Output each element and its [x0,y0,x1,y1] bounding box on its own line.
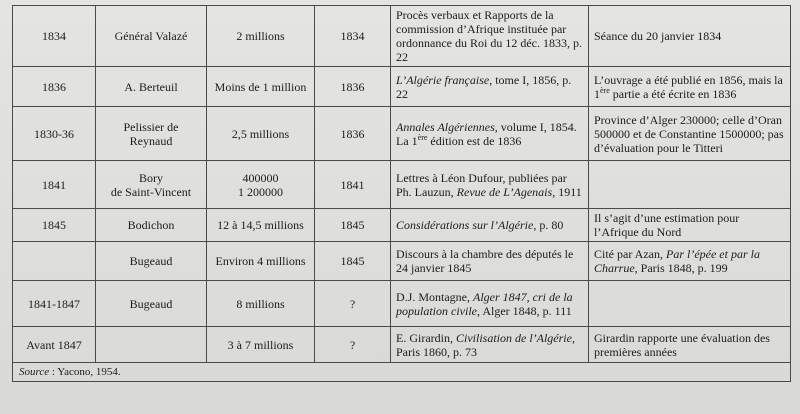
publication-year-cell: 1845 [315,242,391,281]
source-cell: Annales Algériennes, volume I, 1854. La 1ère édition est de 1836 [391,107,589,161]
remark-cell [589,281,791,327]
table-row [13,107,791,161]
estimate-cell: 12 à 14,5 millions [207,209,315,242]
table-row [13,67,791,107]
estimate-cell: Moins de 1 million [207,67,315,107]
table-row [13,6,791,67]
author-cell: Bugeaud [96,242,207,281]
remark-cell: Il s’agit d’une estimation pour l’Afrique du Nord [589,209,791,242]
source-cell: Lettres à Léon Dufour, publiées par Ph. Lauzun, Revue de L’Agenais, 1911 [391,161,589,209]
estimate-cell: 2,5 millions [207,107,315,161]
table-row [13,209,791,242]
source-cell: Procès verbaux et Rapports de la commission d’Afrique instituée par ordonnance du Roi du 12 déc. 1833, p. 22 [391,6,589,67]
author-cell: Général Valazé [96,6,207,67]
remark-cell: Séance du 20 janvier 1834 [589,6,791,67]
year-cell: Avant 1847 [13,327,96,363]
publication-year-cell: ? [315,327,391,363]
remark-cell: Girardin rapporte une évaluation des premières années [589,327,791,363]
year-cell: 1841-1847 [13,281,96,327]
publication-year-cell: ? [315,281,391,327]
publication-year-cell: 1836 [315,67,391,107]
source-note-row [13,363,791,382]
source-cell: E. Girardin, Civilisation de l’Algérie, Paris 1860, p. 73 [391,327,589,363]
author-cell [96,327,207,363]
year-cell: 1830-36 [13,107,96,161]
remark-cell: Province d’Alger 230000; celle d’Oran 500000 et de Constantine 1500000; pas d’évaluation pour le Titteri [589,107,791,161]
publication-year-cell: 1845 [315,209,391,242]
remark-cell: L’ouvrage a été publié en 1856, mais la 1ère partie a été écrite en 1836 [589,67,791,107]
year-cell: 1834 [13,6,96,67]
author-cell: Bugeaud [96,281,207,327]
table-row [13,161,791,209]
source-note-label: Source [19,366,50,378]
source-note [13,363,791,382]
author-cell: Bodichon [96,209,207,242]
source-cell: Considérations sur l’Algérie, p. 80 [391,209,589,242]
estimate-cell: 8 millions [207,281,315,327]
estimate-cell: 3 à 7 millions [207,327,315,363]
table-row [13,281,791,327]
remark-cell: Cité par Azan, Par l’épée et par la Charrue, Paris 1848, p. 199 [589,242,791,281]
publication-year-cell: 1836 [315,107,391,161]
remark-cell [589,161,791,209]
year-cell: 1841 [13,161,96,209]
source-note-text: : Yacono, 1954. [49,366,121,378]
table-row [13,327,791,363]
author-cell: Bory de Saint-Vincent [96,161,207,209]
table-body [13,6,791,363]
author-cell: Pelissier de Reynaud [96,107,207,161]
publication-year-cell: 1841 [315,161,391,209]
publication-year-cell: 1834 [315,6,391,67]
year-cell: 1845 [13,209,96,242]
author-cell: A. Berteuil [96,67,207,107]
estimate-cell: Environ 4 millions [207,242,315,281]
year-cell [13,242,96,281]
table-row [13,242,791,281]
year-cell: 1836 [13,67,96,107]
estimate-cell: 400000 1 200000 [207,161,315,209]
source-cell: D.J. Montagne, Alger 1847, cri de la population civile, Alger 1848, p. 111 [391,281,589,327]
source-cell: Discours à la chambre des députés le 24 janvier 1845 [391,242,589,281]
source-cell: L’Algérie française, tome I, 1856, p. 22 [391,67,589,107]
estimate-cell: 2 millions [207,6,315,67]
population-estimates-table [12,5,791,382]
